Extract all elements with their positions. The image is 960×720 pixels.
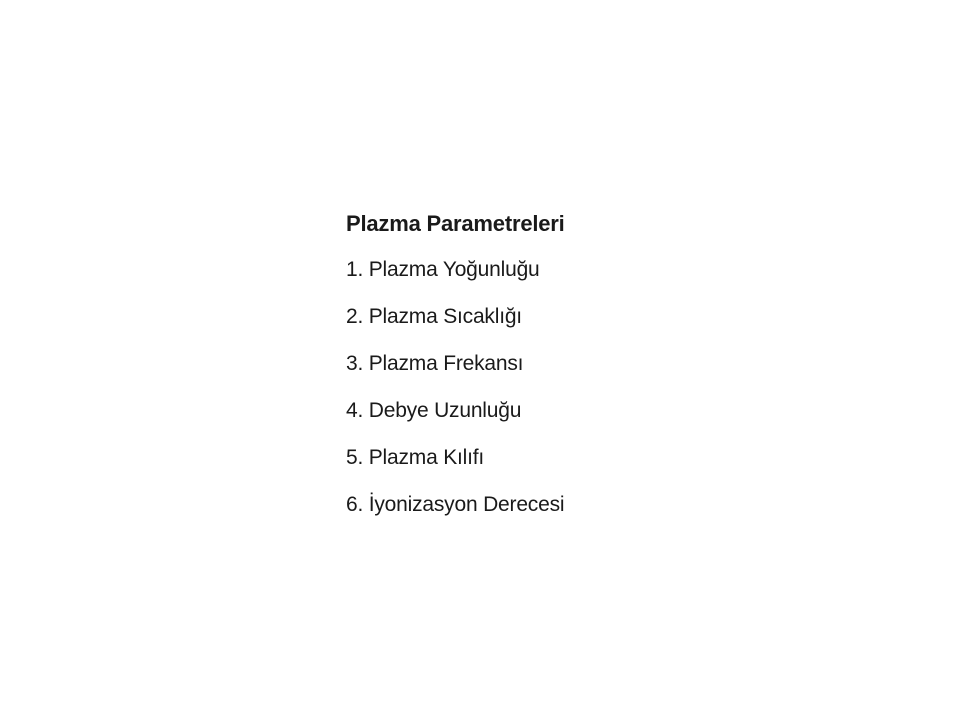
list-item-density: 1. Plazma Yoğunluğu <box>346 258 540 281</box>
list-item-temperature: 2. Plazma Sıcaklığı <box>346 305 522 328</box>
list-title: Plazma Parametreleri <box>346 211 565 236</box>
parameter-list-block <box>346 208 565 536</box>
parameter-list <box>346 254 565 521</box>
list-item-debye-length: 4. Debye Uzunluğu <box>346 399 522 422</box>
list-item-ionization-degree: 6. İyonizasyon Derecesi <box>346 493 565 516</box>
list-item-frequency: 3. Plazma Frekansı <box>346 352 524 375</box>
list-item-sheath: 5. Plazma Kılıfı <box>346 446 485 469</box>
